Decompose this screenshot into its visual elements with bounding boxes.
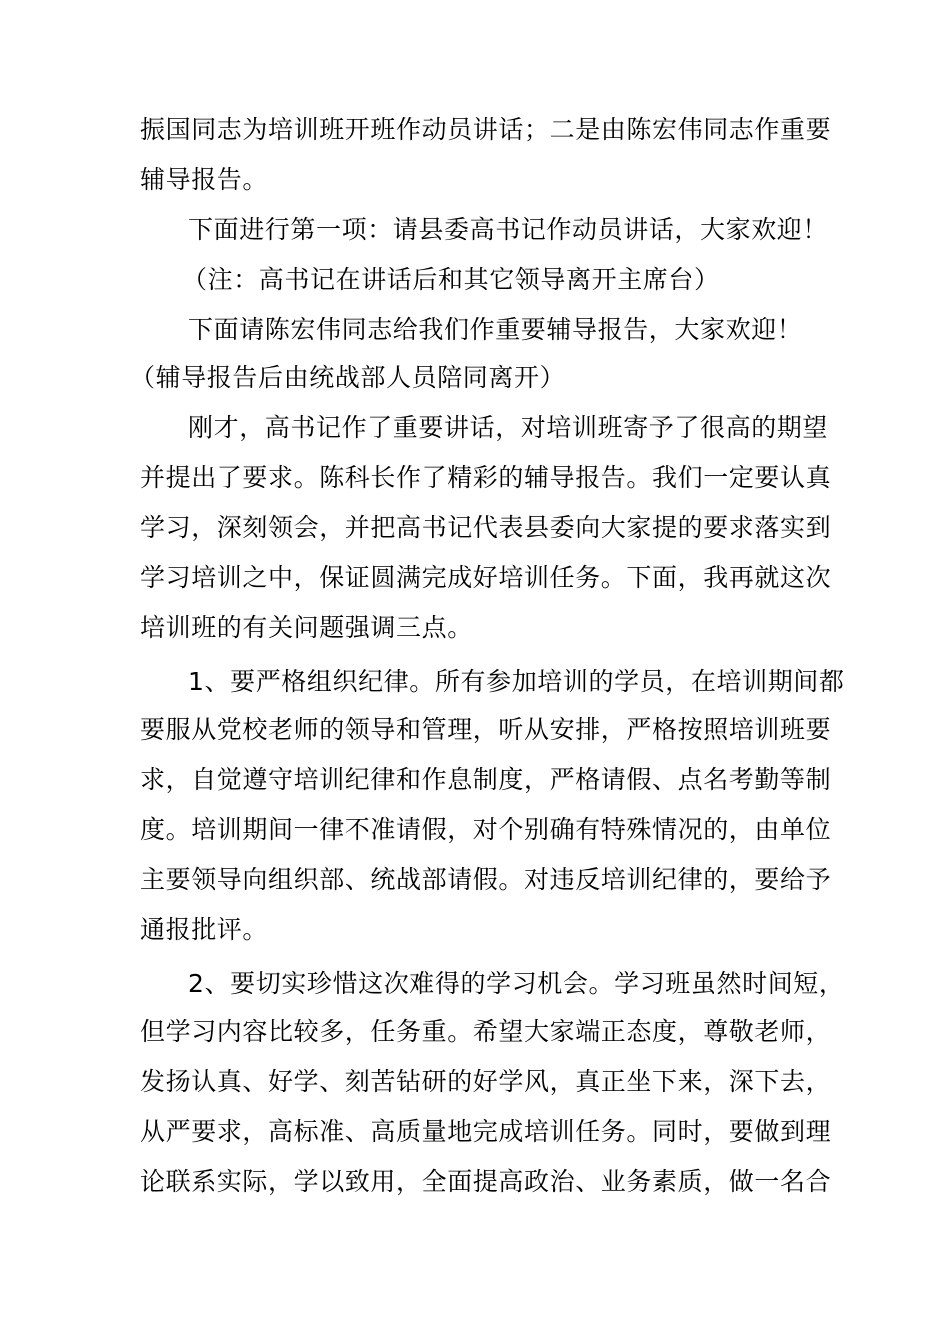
text-line: 振国同志为培训班开班作动员讲话；二是由陈宏伟同志作重要 [140,115,832,144]
text-line: 求，自觉遵守培训纪律和作息制度，严格请假、点名考勤等制 [140,765,832,794]
text-line: 度。培训期间一律不准请假，对个别确有特殊情况的，由单位 [140,815,832,844]
text-line: 下面请陈宏伟同志给我们作重要辅导报告，大家欢迎！ [188,315,803,344]
text-line: （辅导报告后由统战部人员陪同离开） [130,363,566,392]
text-line: 学习培训之中，保证圆满完成好培训任务。下面，我再就这次 [140,563,832,592]
text-line: 论联系实际，学以致用，全面提高政治、业务素质，做一名合 [140,1167,832,1196]
text-line: 1、要严格组织纪律。所有参加培训的学员，在培训期间都 [188,667,845,696]
text-line: 发扬认真、好学、刻苦钻研的好学风，真正坐下来，深下去， [140,1067,832,1096]
text-line: 培训班的有关问题强调三点。 [140,613,473,642]
text-line: 要服从党校老师的领导和管理，听从安排，严格按照培训班要 [140,715,832,744]
text-line: 下面进行第一项：请县委高书记作动员讲话，大家欢迎！ [188,215,829,244]
text-line: 并提出了要求。陈科长作了精彩的辅导报告。我们一定要认真 [140,463,832,492]
text-line: 刚才，高书记作了重要讲话，对培训班寄予了很高的期望 [188,413,829,442]
text-line: 从严要求，高标准、高质量地完成培训任务。同时，要做到理 [140,1117,832,1146]
text-line: （注：高书记在讲话后和其它领导离开主席台） [182,265,720,294]
text-line: 辅导报告。 [140,165,269,194]
text-line: 学习，深刻领会，并把高书记代表县委向大家提的要求落实到 [140,513,832,542]
text-line: 但学习内容比较多，任务重。希望大家端正态度，尊敬老师， [140,1017,832,1046]
text-line: 主要领导向组织部、统战部请假。对违反培训纪律的，要给予 [140,865,832,894]
text-line: 通报批评。 [140,915,269,944]
text-line: 2、要切实珍惜这次难得的学习机会。学习班虽然时间短， [188,969,845,998]
